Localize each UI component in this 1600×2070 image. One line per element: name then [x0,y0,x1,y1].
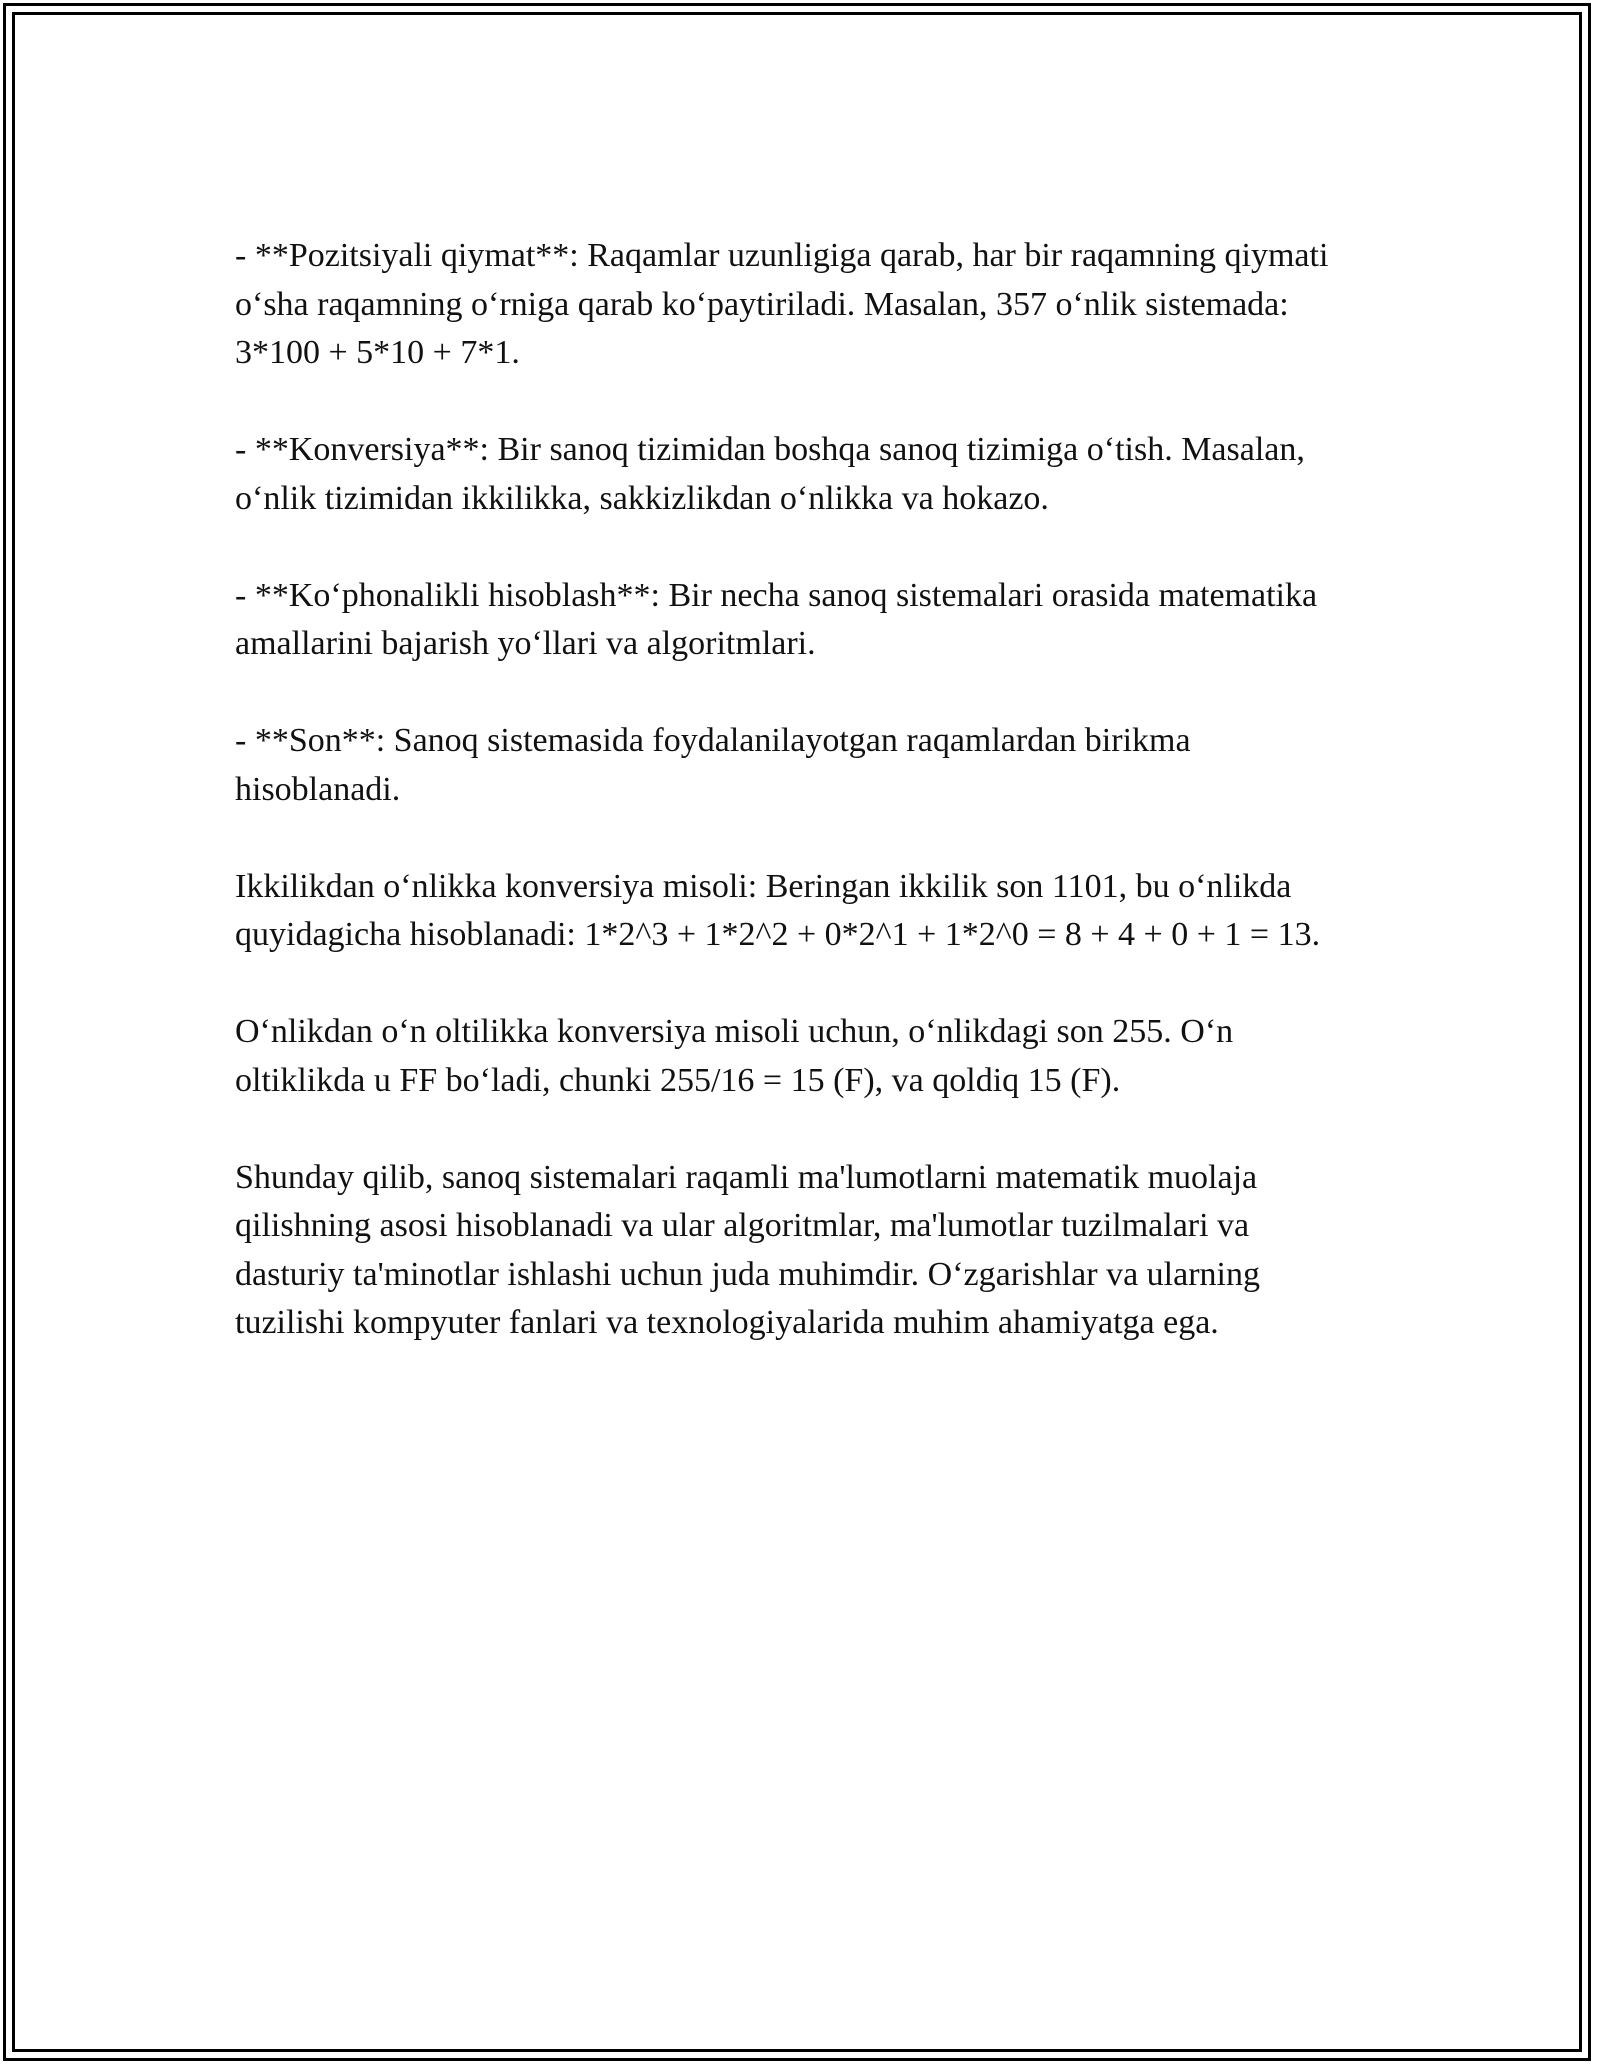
paragraph-multi-base-calculation: - **Ko‘phonalikli hisoblash**: Bir necha sanoq sistemalari orasida matematika amallarini bajarish yo‘llari va algoritmlari. [235,576,1318,662]
document-body [235,232,1355,1396]
paragraph-positional-value: - **Pozitsiyali qiymat**: Raqamlar uzunligiga qarab, har bir raqamning qiymati o‘sha raqamning o‘rniga qarab ko‘paytiriladi. Masalan, 357 o‘nlik sistemada: 3*100 + 5*10 + 7*1. [235,237,1329,371]
paragraph-conversion: - **Konversiya**: Bir sanoq tizimidan boshqa sanoq tizimiga o‘tish. Masalan, o‘nlik tizimidan ikkilikka, sakkizlikdan o‘nlikka va hokazo. [235,431,1305,517]
paragraph-decimal-to-hex-example: O‘nlikdan o‘n oltilikka konversiya misoli uchun, o‘nlikdagi son 255. O‘n oltiklikda u FF bo‘ladi, chunki 255/16 = 15 (F), va qoldiq 15 (F). [235,1013,1234,1099]
paragraph-number: - **Son**: Sanoq sistemasida foydalanilayotgan raqamlardan birikma hisoblanadi. [235,722,1191,808]
paragraph-binary-to-decimal-example: Ikkilikdan o‘nlikka konversiya misoli: Beringan ikkilik son 1101, bu o‘nlikda quyidagicha hisoblanadi: 1*2^3 + 1*2^2 + 0*2^1 + 1*2^0 = 8 + 4 + 0 + 1 = 13. [235,867,1321,953]
paragraph-conclusion: Shunday qilib, sanoq sistemalari raqamli ma'lumotlarni matematik muolaja qilishning asosi hisoblanadi va ular algoritmlar, ma'lumotlar tuzilmalari va dasturiy ta'minotlar ishlashi uchun juda muhimdir. O‘zgarishlar va ularning tuzilishi kompyuter fanlari va texnologiyalarida muhim ahamiyatga ega. [235,1158,1260,1341]
